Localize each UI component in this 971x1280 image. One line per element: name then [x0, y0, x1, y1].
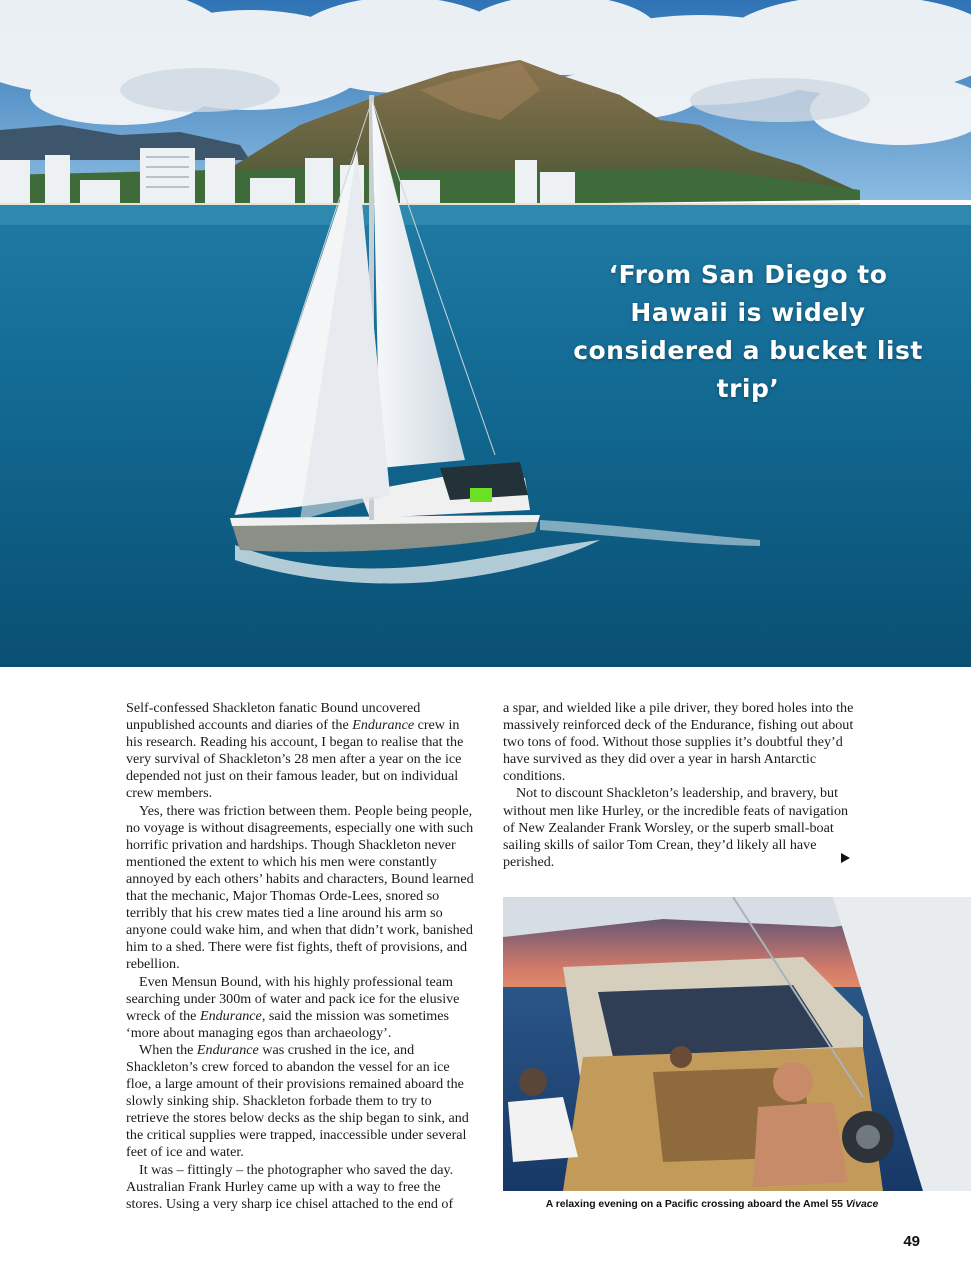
article-left-column — [126, 700, 478, 1213]
article-paragraph: When the Endurance was crushed in the ice, and Shackleton’s crew forced to abandon the vessel for an ice floe, a large amount of their provisions remained aboard the slowly sinking ship. Shackleton forbade them to try to retrieve the stores below decks as the ship began to sink, and the critical supplies were trapped, inaccessible under several feet of ice and water. — [126, 1041, 469, 1161]
article-paragraph: Not to discount Shackleton’s leadership, and bravery, but without men like Hurley, or the incredible feats of navigation of New Zealander Frank Worsley, or the superb small-boat sailing skills of sailor Tom Crean, they’d likely all have perished. — [503, 785, 849, 870]
pull-quote: ‘From San Diego to Hawaii is widely considered a bucket list trip’ — [573, 260, 923, 403]
article-right-column — [503, 700, 855, 871]
article-paragraph: Self-confessed Shackleton fanatic Bound uncovered unpublished accounts and diaries of the Endurance crew in his research. Reading his account, I began to realise that the very survival of Shackleton’s 28 men after a year on the ice depended not just on their famous leader, but on individual crew members. — [126, 700, 464, 802]
cockpit-evening-illustration — [503, 897, 971, 1191]
article-paragraph: Yes, there was friction between them. People being people, no voyage is without disagreements, especially one with such horrific privation and hardships. Though Shackleton never mentioned the extent to which his men were constantly annoyed by each others’ habits and characters, Bound learned that the mechanic, Major Thomas Orde-Lees, snored so terribly that his crew mates tied a line around his arm so anyone could wake him, and when that didn’t work, banished him to a shed. There were fist fights, theft of provisions, and rebellion. — [126, 802, 474, 973]
cockpit-photo — [503, 897, 971, 1191]
article-paragraph: a spar, and wielded like a pile driver, they bored holes into the massively reinforced deck of the Endurance, fishing out about two tons of food. Without those supplies it’s doubtful they’d have survived as they did over a year in harsh Antarctic conditions. — [503, 700, 854, 785]
article-paragraph: Even Mensun Bound, with his highly professional team searching under 300m of water and pack ice for the elusive wreck of the Endurance, said the mission was sometimes ‘more about managing egos than archaeology’. — [126, 973, 460, 1041]
page-number: 49 — [903, 1233, 920, 1250]
photo-caption: A relaxing evening on a Pacific crossing aboard the Amel 55 Vivace — [545, 1199, 879, 1210]
continue-arrow-icon — [841, 853, 850, 863]
article-paragraph: It was – fittingly – the photographer who saved the day. Australian Frank Hurley came up with a way to free the stores. Using a very sharp ice chisel attached to the end of — [126, 1161, 454, 1212]
